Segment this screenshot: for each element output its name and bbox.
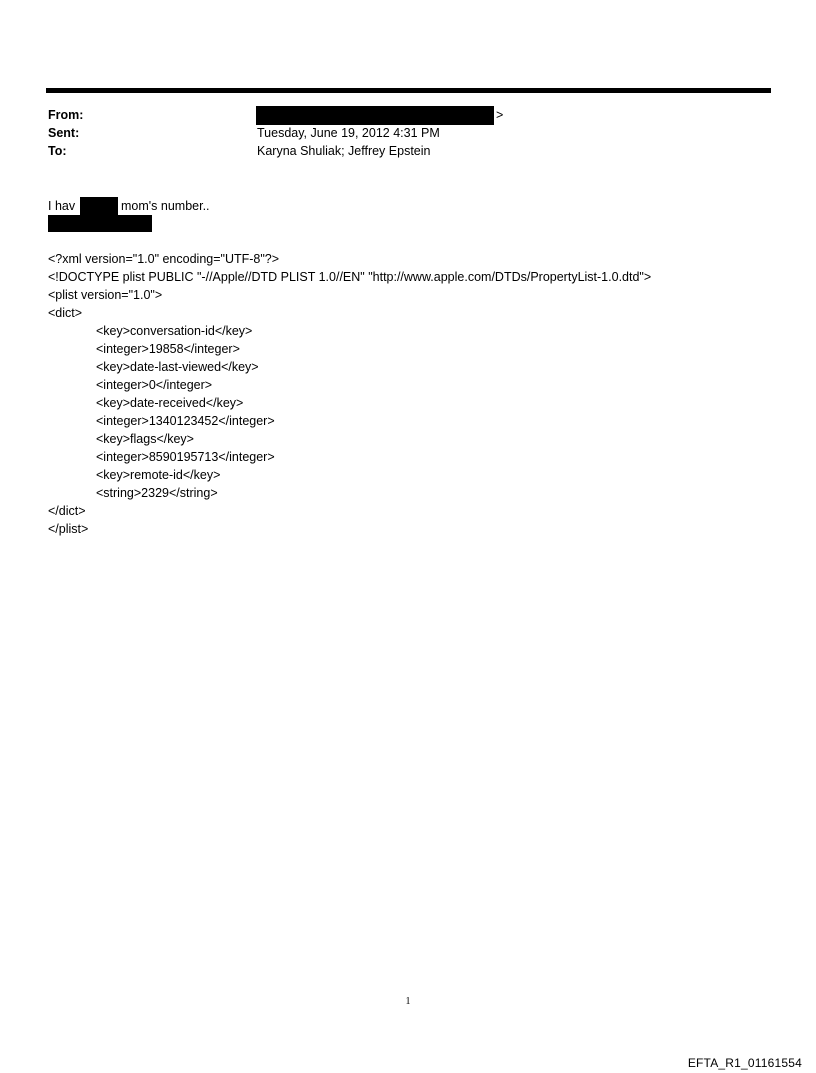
xml-line: <key>flags</key>	[96, 432, 194, 446]
xml-line: <string>2329</string>	[96, 486, 218, 500]
xml-line: </dict>	[48, 504, 86, 518]
sent-value: Tuesday, June 19, 2012 4:31 PM	[257, 126, 440, 140]
to-label: To:	[48, 144, 67, 158]
redaction-message-name	[80, 197, 118, 216]
xml-line: <integer>0</integer>	[96, 378, 213, 392]
xml-line: <plist version="1.0">	[48, 288, 163, 302]
page-number: 1	[405, 996, 411, 1007]
xml-line: <?xml version="1.0" encoding="UTF-8"?>	[48, 252, 280, 266]
xml-line: </plist>	[48, 522, 89, 536]
header-rule	[46, 88, 771, 93]
to-value: Karyna Shuliak; Jeffrey Epstein	[257, 144, 431, 158]
from-suffix: >	[496, 108, 504, 122]
redaction-from	[256, 106, 494, 125]
xml-line: <key>remote-id</key>	[96, 468, 221, 482]
bates-number: EFTA_R1_01161554	[687, 1056, 802, 1070]
xml-line: <key>date-last-viewed</key>	[96, 360, 259, 374]
xml-line: <integer>1340123452</integer>	[96, 414, 275, 428]
xml-line: <key>conversation-id</key>	[96, 324, 253, 338]
message-line-start: I hav	[48, 199, 76, 213]
xml-line: <integer>19858</integer>	[96, 342, 240, 356]
from-label: From:	[48, 108, 84, 122]
redaction-message-line2	[48, 215, 152, 232]
xml-line: <key>date-received</key>	[96, 396, 244, 410]
sent-label: Sent:	[48, 126, 80, 140]
message-line-end: mom's number..	[121, 199, 210, 213]
xml-line: <!DOCTYPE plist PUBLIC "-//Apple//DTD PLIST 1.0//EN" "http://www.apple.com/DTDs/PropertyList-1.0.dtd">	[48, 270, 652, 284]
xml-line: <integer>8590195713</integer>	[96, 450, 275, 464]
xml-line: <dict>	[48, 306, 83, 320]
